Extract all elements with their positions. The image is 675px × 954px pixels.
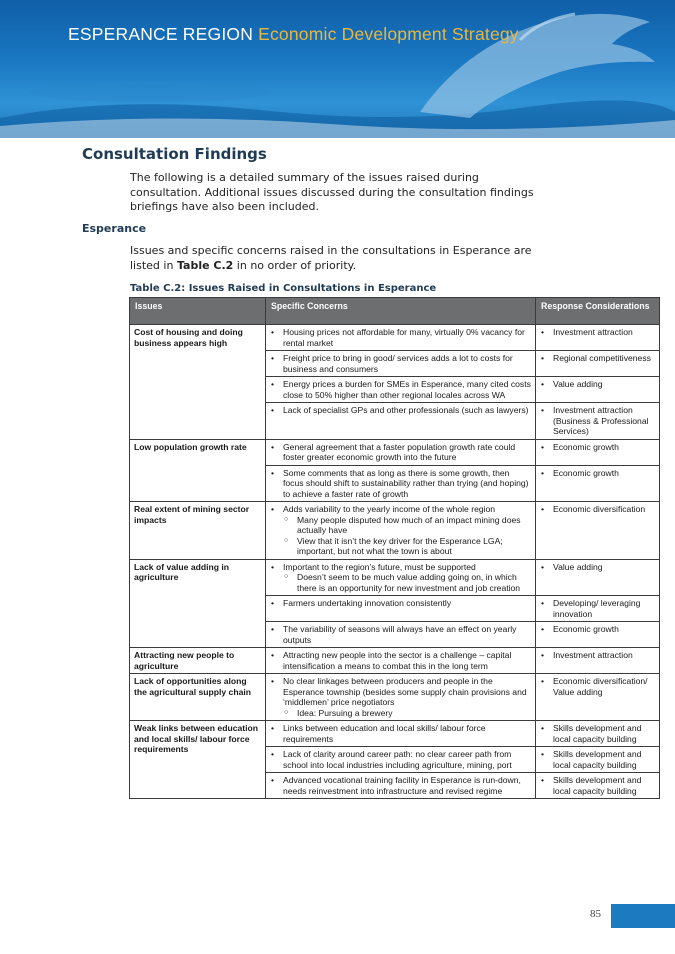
response-bullet: • Economic growth	[540, 468, 655, 479]
response-bullet: • Economic diversification	[540, 504, 655, 515]
concern-bullet: • Freight price to bring in good/ services adds a lot to costs for business and consumers	[270, 353, 531, 374]
response-cell	[536, 747, 660, 773]
banner-title-region: ESPERANCE REGION	[68, 24, 254, 44]
response-cell	[536, 351, 660, 377]
response-cell	[536, 465, 660, 502]
response-bullet: • Regional competitiveness	[540, 353, 655, 364]
concern-bullet: • No clear linkages between producers and people in the Esperance township (besides some supply chain provisions and ‘middlemen’ price negotiators	[270, 676, 531, 708]
concern-cell	[266, 559, 536, 596]
response-cell	[536, 596, 660, 622]
section-title: Consultation Findings	[82, 145, 267, 163]
header-banner	[0, 0, 675, 138]
concern-cell	[266, 377, 536, 403]
banner-title-strategy: Economic Development Strategy	[258, 24, 519, 44]
header-response-considerations: Response Considerations	[536, 298, 660, 325]
concern-sub-bullet: ○ Many people disputed how much of an impact mining does actually have	[270, 515, 531, 536]
response-bullet: • Value adding	[540, 379, 655, 390]
concern-bullet: • Housing prices not affordable for many, virtually 0% vacancy for rental market	[270, 327, 531, 348]
response-cell	[536, 559, 660, 596]
response-bullet: • Economic diversification/ Value adding	[540, 676, 655, 697]
concern-cell	[266, 721, 536, 747]
response-cell	[536, 773, 660, 799]
table-row	[130, 325, 660, 351]
concern-cell	[266, 747, 536, 773]
response-bullet: • Value adding	[540, 562, 655, 573]
response-bullet: • Skills development and local capacity building	[540, 723, 655, 744]
response-cell	[536, 502, 660, 560]
concern-bullet: • General agreement that a faster population growth rate could foster greater economic growth into the future	[270, 442, 531, 463]
response-cell	[536, 377, 660, 403]
concern-cell	[266, 596, 536, 622]
response-cell	[536, 721, 660, 747]
concern-sub-bullet: ○ Doesn’t seem to be much value adding going on, in which there is an opportunity for new investment and job creation	[270, 572, 531, 593]
concern-cell	[266, 648, 536, 674]
header-issues: Issues	[130, 298, 266, 325]
response-bullet: • Investment attraction	[540, 650, 655, 661]
issues-table	[129, 297, 660, 799]
table-row	[130, 648, 660, 674]
response-cell	[536, 648, 660, 674]
response-cell	[536, 403, 660, 440]
concern-cell	[266, 403, 536, 440]
response-bullet: • Skills development and local capacity building	[540, 775, 655, 796]
concern-cell	[266, 773, 536, 799]
concern-cell	[266, 351, 536, 377]
concern-cell	[266, 622, 536, 648]
concern-bullet: • Some comments that as long as there is some growth, then focus should shift to sustainability rather than trying (and hoping) to achieve a faster rate of growth	[270, 468, 531, 500]
dolphin-ocean-image	[0, 0, 675, 138]
concern-sub-bullet: ○ Idea: Pursuing a brewery	[270, 708, 531, 719]
issue-cell: Low population growth rate	[130, 439, 266, 502]
table-reference: Table C.2	[176, 258, 234, 272]
subsection-paragraph	[130, 244, 545, 273]
concern-cell	[266, 465, 536, 502]
header-specific-concerns: Specific Concerns	[266, 298, 536, 325]
response-bullet: • Economic growth	[540, 624, 655, 635]
issue-cell: Attracting new people to agriculture	[130, 648, 266, 674]
subsection-title: Esperance	[82, 222, 147, 235]
table-row	[130, 559, 660, 596]
subsection-text-start: Issues and specific concerns raised in the consultations in Esperance are listed in	[130, 244, 532, 272]
subsection-text-end: in no order of priority.	[233, 258, 357, 272]
concern-bullet: • Lack of specialist GPs and other professionals (such as lawyers)	[270, 405, 531, 416]
concern-sub-bullet: ○ View that it isn’t the key driver for the Esperance LGA; important, but not what the town is about	[270, 536, 531, 557]
table-header-row	[130, 298, 660, 325]
table-row	[130, 502, 660, 560]
concern-bullet: • The variability of seasons will always have an effect on yearly outputs	[270, 624, 531, 645]
concern-cell	[266, 502, 536, 560]
concern-cell	[266, 325, 536, 351]
concern-bullet: • Advanced vocational training facility in Esperance is run-down, needs reinvestment into infrastructure and revised regime	[270, 775, 531, 796]
concern-bullet: • Links between education and local skills/ labour force requirements	[270, 723, 531, 744]
response-bullet: • Developing/ leveraging innovation	[540, 598, 655, 619]
concern-cell	[266, 439, 536, 465]
issue-cell: Real extent of mining sector impacts	[130, 502, 266, 560]
concern-cell	[266, 674, 536, 721]
issue-cell: Weak links between education and local skills/ labour force requirements	[130, 721, 266, 799]
page-number: 85	[590, 908, 601, 920]
table-caption: Table C.2: Issues Raised in Consultations in Esperance	[130, 283, 437, 294]
issue-cell: Cost of housing and doing business appears high	[130, 325, 266, 440]
response-cell	[536, 439, 660, 465]
table-row	[130, 674, 660, 721]
response-cell	[536, 325, 660, 351]
table-body	[130, 325, 660, 799]
issue-cell: Lack of value adding in agriculture	[130, 559, 266, 648]
response-bullet: • Investment attraction (Business & Professional Services)	[540, 405, 655, 437]
concern-bullet: • Lack of clarity around career path: no clear career path from school into local industries including agriculture, mining, port	[270, 749, 531, 770]
concern-bullet: • Adds variability to the yearly income of the whole region	[270, 504, 531, 515]
table-row	[130, 439, 660, 465]
issue-cell: Lack of opportunities along the agricultural supply chain	[130, 674, 266, 721]
concern-bullet: • Attracting new people into the sector is a challenge – capital intensification a means to combat this in the long term	[270, 650, 531, 671]
table-row	[130, 721, 660, 747]
response-bullet: • Investment attraction	[540, 327, 655, 338]
footer-bar	[611, 904, 675, 928]
intro-paragraph: The following is a detailed summary of the issues raised during consultation. Additional issues discussed during the consultation findings briefings have also been included.	[130, 171, 534, 213]
response-bullet: • Economic growth	[540, 442, 655, 453]
response-cell	[536, 622, 660, 648]
concern-bullet: • Farmers undertaking innovation consistently	[270, 598, 531, 609]
concern-bullet: • Energy prices a burden for SMEs in Esperance, many cited costs close to 50% higher than other regional locales across WA	[270, 379, 531, 400]
response-bullet: • Skills development and local capacity building	[540, 749, 655, 770]
concern-bullet: • Important to the region’s future, must be supported	[270, 562, 531, 573]
banner-title	[68, 24, 519, 45]
response-cell	[536, 674, 660, 721]
